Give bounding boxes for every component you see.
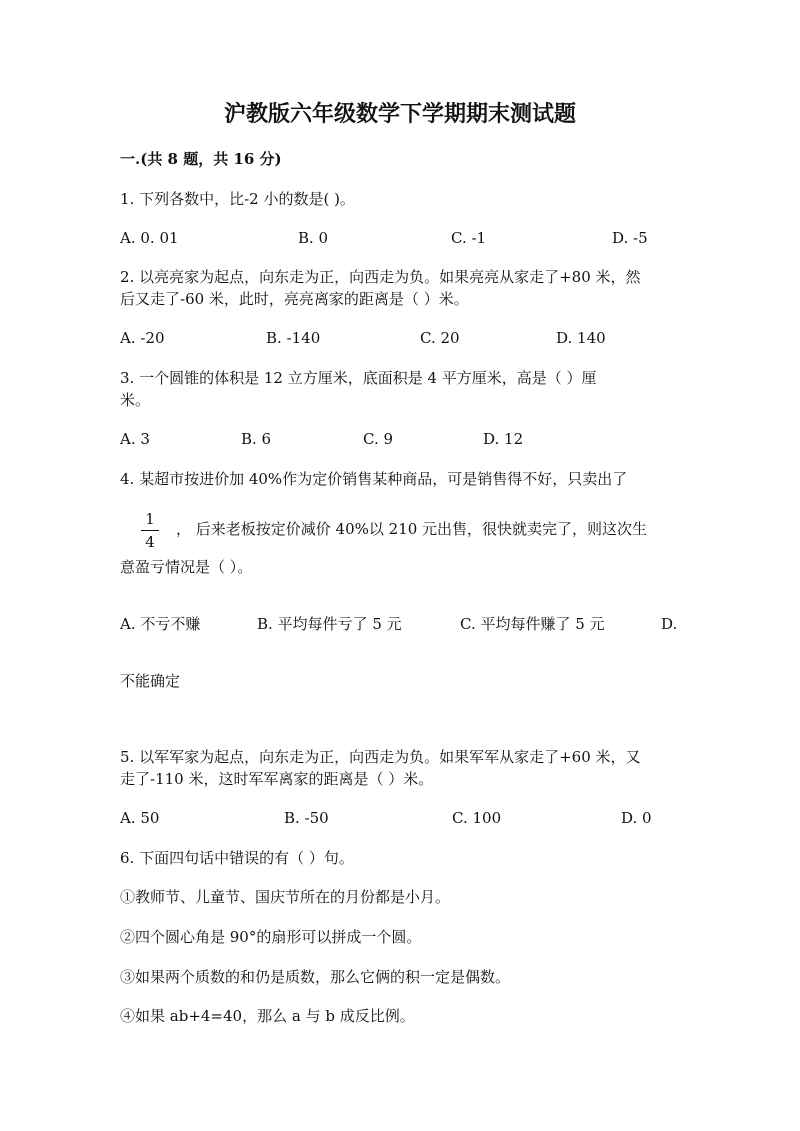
question-4-line-1: 4. 某超市按进价加 40%作为定价销售某种商品，可是销售得不好，只卖出了 (120, 470, 628, 488)
page-title: 沪教版六年级数学下学期期末测试题 (223, 101, 576, 127)
q6-statement-2: ②四个圆心角是 90°的扇形可以拼成一个圆。 (120, 928, 422, 946)
question-6-stem: 6. 下面四句话中错误的有（ ）句。 (120, 849, 354, 867)
question-1-stem: 1. 下列各数中，比-2 小的数是( )。 (120, 190, 355, 208)
q1-option-c: C. -1 (451, 229, 487, 247)
question-3-line-1: 3. 一个圆锥的体积是 12 立方厘米，底面积是 4 平方厘米，高是（ ）厘 (120, 369, 597, 387)
question-5-line-1: 5. 以军军家为起点，向东走为正，向西走为负。如果军军从家走了+60 米，又 (120, 748, 641, 766)
q4-option-d: D. (661, 615, 678, 633)
q2-option-d: D. 140 (556, 329, 606, 347)
question-5-line-2: 走了-110 米，这时军军离家的距离是（ ）米。 (120, 770, 434, 788)
question-2-line-1: 2. 以亮亮家为起点，向东走为正，向西走为负。如果亮亮从家走了+80 米，然 (120, 268, 641, 286)
question-3-line-2: 米。 (120, 391, 151, 409)
q4-option-c: C. 平均每件赚了 5 元 (460, 615, 605, 633)
question-2-line-2: 后又走了-60 米，此时，亮亮离家的距离是（ ）米。 (120, 290, 469, 308)
q3-option-c: C. 9 (363, 430, 394, 448)
fraction-one-quarter (140, 511, 160, 550)
q1-option-d: D. -5 (612, 229, 648, 247)
question-4-line-3: 意盈亏情况是（ ）。 (120, 558, 253, 576)
q3-option-b: B. 6 (241, 430, 272, 448)
q2-option-c: C. 20 (420, 329, 460, 347)
fraction-bar (141, 530, 159, 531)
q5-option-c: C. 100 (452, 809, 502, 827)
q3-option-d: D. 12 (483, 430, 524, 448)
q2-option-b: B. -140 (266, 329, 321, 347)
q5-option-b: B. -50 (284, 809, 329, 827)
section-heading: 一.(共 8 题，共 16 分) (120, 150, 282, 168)
q6-statement-3: ③如果两个质数的和仍是质数，那么它俩的积一定是偶数。 (120, 968, 511, 986)
q5-option-a: A. 50 (120, 809, 160, 827)
q5-option-d: D. 0 (621, 809, 652, 827)
q4-option-d-text: 不能确定 (120, 672, 181, 690)
q3-option-a: A. 3 (120, 430, 150, 448)
q1-option-a: A. 0. 01 (120, 229, 179, 247)
question-4-line-2: ， 后来老板按定价减价 40%以 210 元出售，很快就卖完了，则这次生 (176, 520, 648, 538)
fraction-numerator: 1 (145, 510, 155, 528)
fraction-denominator: 4 (145, 533, 155, 551)
q6-statement-4: ④如果 ab+4=40，那么 a 与 b 成反比例。 (120, 1007, 415, 1025)
q4-option-a: A. 不亏不赚 (120, 615, 201, 633)
q1-option-b: B. 0 (298, 229, 329, 247)
q4-option-b: B. 平均每件亏了 5 元 (257, 615, 402, 633)
q2-option-a: A. -20 (120, 329, 165, 347)
q6-statement-1: ①教师节、儿童节、国庆节所在的月份都是小月。 (120, 888, 451, 906)
